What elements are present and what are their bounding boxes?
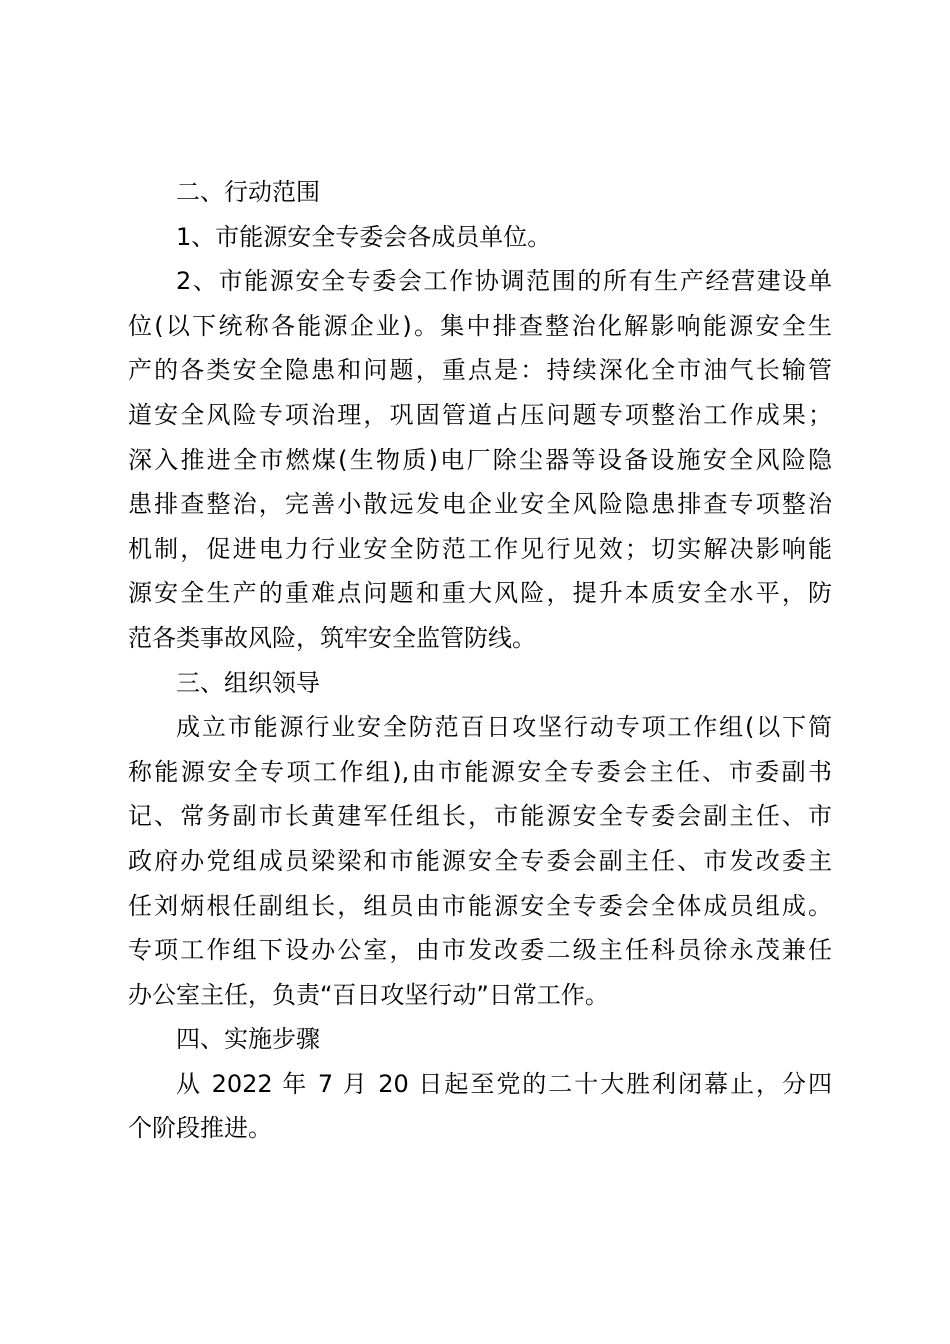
paragraph-line: 政府办党组成员梁梁和市能源安全专委会副主任、市发改委主 [128,846,832,875]
paragraph-line: 个阶段推进。 [128,1114,272,1143]
section-heading-organization: 三、组织领导 [176,668,320,697]
section-heading-scope: 二、行动范围 [176,178,320,206]
paragraph-line: 从 2022 年 7 月 20 日起至党的二十大胜利闭幕止，分四 [176,1069,832,1098]
paragraph-line: 2、市能源安全专委会工作协调范围的所有生产经营建设单 [176,267,832,296]
paragraph-line: 办公室主任，负责“百日攻坚行动”日常工作。 [128,980,609,1009]
paragraph-line: 1、市能源安全专委会各成员单位。 [176,222,552,251]
paragraph-line: 范各类事故风险，筑牢安全监管防线。 [128,623,536,652]
paragraph-line: 专项工作组下设办公室，由市发改委二级主任科员徐永茂兼任 [128,936,832,965]
paragraph-line: 患排查整治，完善小散远发电企业安全风险隐患排查专项整治 [128,490,832,519]
paragraph-line: 深入推进全市燃煤(生物质)电厂除尘器等设备设施安全风险隐 [128,445,832,474]
paragraph-line: 源安全生产的重难点问题和重大风险，提升本质安全水平，防 [128,579,832,608]
paragraph-line: 产的各类安全隐患和问题，重点是：持续深化全市油气长输管 [128,356,832,385]
paragraph-line: 道安全风险专项治理，巩固管道占压问题专项整治工作成果； [128,400,832,429]
document-body [128,170,832,1151]
paragraph-line: 任刘炳根任副组长，组员由市能源安全专委会全体成员组成。 [128,891,832,920]
paragraph-line: 机制，促进电力行业安全防范工作见行见效；切实解决影响能 [128,534,832,563]
paragraph-line: 成立市能源行业安全防范百日攻坚行动专项工作组(以下简 [176,713,832,742]
paragraph-line: 称能源安全专项工作组),由市能源安全专委会主任、市委副书 [128,757,832,786]
paragraph-line: 位(以下统称各能源企业)。集中排查整治化解影响能源安全生 [128,311,832,340]
section-heading-steps: 四、实施步骤 [176,1025,320,1054]
paragraph-line: 记、常务副市长黄建军任组长，市能源安全专委会副主任、市 [128,802,832,831]
